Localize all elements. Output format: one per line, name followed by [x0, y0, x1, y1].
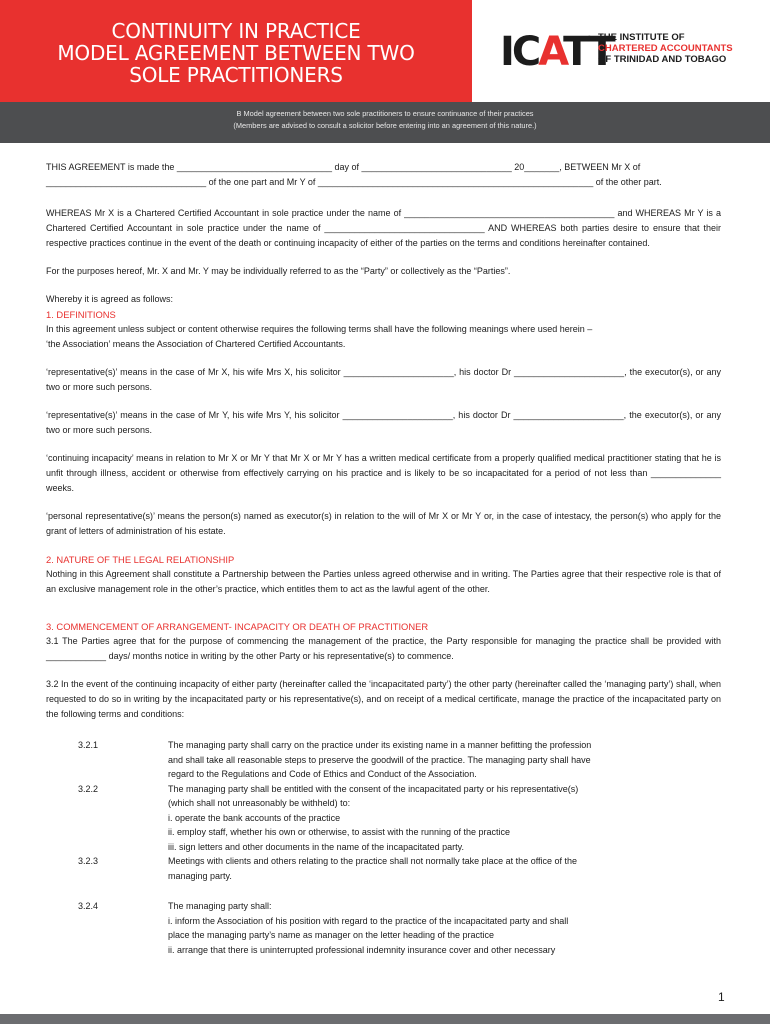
clause-line: place the managing party’s name as manager on the letter heading of the practice: [168, 930, 495, 940]
parties-line-1: THIS AGREEMENT is made the _______________________________ day of ______________________________ 20_______, BETWEEN Mr X of: [46, 162, 641, 172]
logo-line-2: CHARTERED ACCOUNTANTS: [598, 43, 733, 54]
definitions-intro: In this agreement unless subject or content otherwise requires the following terms shall have the following meanings where used herein –: [46, 324, 593, 334]
clause-line: (which shall not unreasonably be withheld) to:: [168, 798, 351, 808]
clause-line: and shall take all reasonable steps to preserve the goodwill of the practice. The managing party shall have: [168, 754, 591, 765]
definition-continuing-incapacity: ‘continuing incapacity’ means in relation to Mr X or Mr Y that Mr X or Mr Y has a written medical certificate from a properly qualified medical practitioner stating that he is unfit through illness, accident or otherwise from effectively carrying on his practice and is likely to be so incapacitated for a period of not less than ______________ weeks.: [46, 453, 721, 493]
clause-line: managing party.: [168, 870, 232, 881]
clause-3-2: 3.2 In the event of the continuing incapacity of either party (hereinafter called the ‘incapacitated party’) the other party (hereinafter called the ‘managing party’) shall, when requested to do so in writing by the incapacitated party or his representative(s), and on receipt of a medical certificate, manage the practice of the incapacitated party on the following terms and conditions:: [46, 679, 721, 719]
logo-line-1: THE INSTITUTE OF: [598, 32, 685, 43]
nature-paragraph: Nothing in this Agreement shall constitute a Partnership between the Parties unless agreed otherwise and in writing. The Parties agree that their respective role is that of an exclusive management role in the other’s practice, which entitles them to act as the lawful agent of the other.: [46, 569, 721, 594]
whereby-line: Whereby it is agreed as follows:: [46, 294, 174, 304]
whereas-paragraph: WHEREAS Mr X is a Chartered Certified Accountant in sole practice under the name of __________________________________________ and WHEREAS Mr Y is a Chartered Certified Accountant in sole practice under the name of ________________________________ AND WHEREAS both parties desire to ensure that their respective practices continue in the event of the death or continuing incapacity of either of the parties on the terms and conditions hereinafter contained.: [46, 208, 721, 248]
icatt-logo: [500, 28, 760, 76]
footer-bar: [0, 1014, 770, 1024]
logo-line-3: OF TRINIDAD AND TOBAGO: [598, 54, 727, 65]
banner-line-1: B Model agreement between two sole practitioners to ensure continuance of their practices: [236, 109, 534, 118]
clause-line: i. operate the bank accounts of the practice: [168, 812, 341, 823]
clause-3-1: 3.1 The Parties agree that for the purpose of commencing the management of the practice, the Party responsible for managing the practice shall be provided with ____________ days/ months notice in writing by the other Party or his representative(s) to commence.: [46, 636, 721, 661]
clause-number: 3.2.3: [78, 856, 99, 866]
agreement-body: [46, 160, 721, 957]
clause-line: Meetings with clients and others relating to the practice shall not normally take place at the office of the: [168, 856, 578, 866]
logo-mark: ICATT: [500, 29, 613, 75]
clause-line: regard to the Regulations and Code of Ethics and Conduct of the Association.: [168, 769, 477, 779]
clause-line: ii. employ staff, whether his own or otherwise, to assist with the running of the practice: [168, 827, 510, 837]
clause-line: ii. arrange that there is uninterrupted professional indemnity insurance cover and other necessary: [168, 944, 556, 955]
definition-personal-representative: ‘personal representative(s)’ means the person(s) named as executor(s) in relation to the will of Mr X or Mr Y or, in the case of intestacy, the person(s) who apply for the grant of letters of administration of his estate.: [46, 511, 721, 536]
heading-commencement: 3. COMMENCEMENT OF ARRANGEMENT- INCAPACITY OR DEATH OF PRACTITIONER: [46, 621, 429, 632]
purposes-paragraph: For the purposes hereof, Mr. X and Mr. Y may be individually referred to as the “Party” or collectively as the “Parties”.: [46, 266, 511, 276]
definition-representative-x: ‘representative(s)’ means in the case of Mr X, his wife Mrs X, his solicitor ______________________, his doctor Dr ______________________, the executor(s), or any two or more such persons.: [46, 367, 721, 392]
clause-3-2-2: [46, 782, 721, 855]
clause-3-2-3: [46, 854, 721, 883]
title-line-2: MODEL AGREEMENT BETWEEN TWO: [57, 41, 415, 65]
subtitle-banner: [0, 102, 770, 143]
definition-association: ‘the Association’ means the Association of Chartered Certified Accountants.: [46, 339, 346, 349]
clause-number: 3.2.4: [78, 901, 99, 911]
clause-3-2-4: [46, 899, 721, 957]
page-number: 1: [718, 990, 725, 1004]
title-line-1: CONTINUITY IN PRACTICE: [111, 19, 361, 43]
clause-line: iii. sign letters and other documents in the name of the incapacitated party.: [168, 841, 465, 852]
clause-line: The managing party shall be entitled with the consent of the incapacitated party or his representative(s): [168, 783, 579, 794]
clause-line: The managing party shall carry on the practice under its existing name in a manner befitting the profession: [168, 740, 592, 750]
clause-line: The managing party shall:: [168, 901, 272, 911]
heading-nature: 2. NATURE OF THE LEGAL RELATIONSHIP: [46, 554, 235, 565]
clause-number: 3.2.1: [78, 740, 99, 750]
heading-definitions: 1. DEFINITIONS: [46, 309, 116, 320]
definition-representative-y: ‘representative(s)’ means in the case of Mr Y, his wife Mrs Y, his solicitor ______________________, his doctor Dr ______________________, the executor(s), or any two or more such persons.: [46, 410, 721, 435]
clause-3-2-1: [46, 738, 721, 782]
clause-line: i. inform the Association of his position with regard to the practice of the incapacitated party and shall: [168, 915, 569, 926]
logo-text: [598, 32, 733, 65]
clause-number: 3.2.2: [78, 783, 99, 794]
banner-line-2: (Members are advised to consult a solicitor before entering into an agreement of this nature.): [233, 121, 537, 130]
title-line-3: SOLE PRACTITIONERS: [129, 63, 343, 87]
parties-line-2: ________________________________ of the one part and Mr Y of _______________________________________________________ of the other part.: [46, 177, 662, 187]
title-block: [0, 0, 472, 102]
